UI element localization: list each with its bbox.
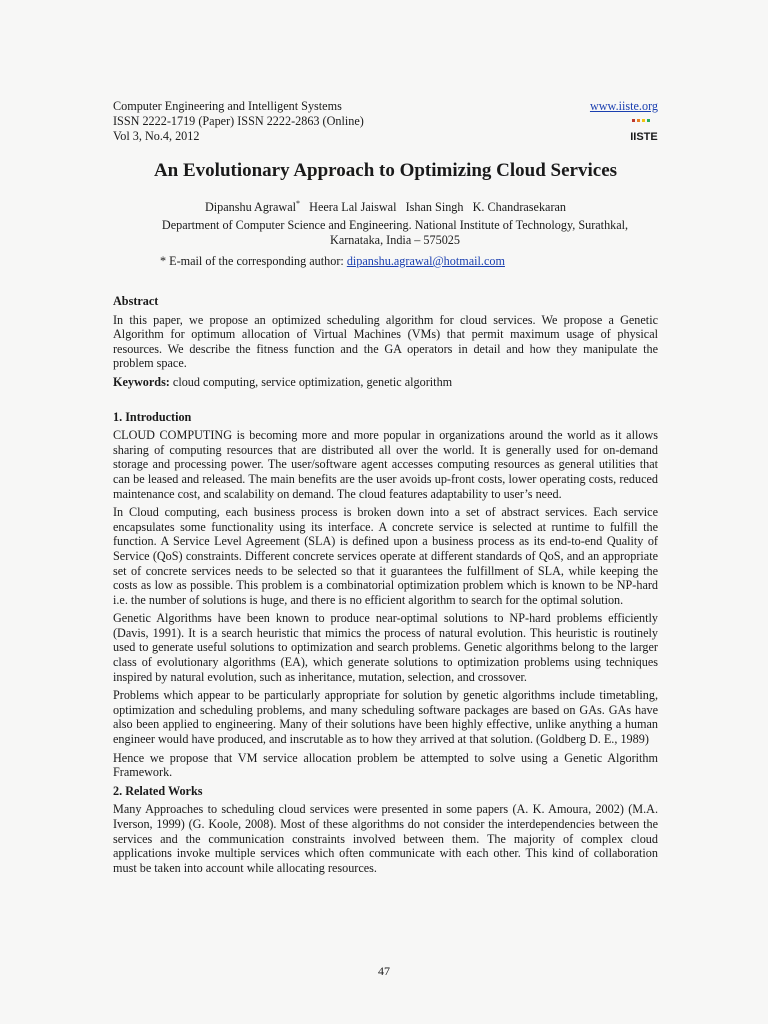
related-text: Many Approaches to scheduling cloud services were presented in some papers (A. K. Amoura, 2002) (M.A. Iverson, 1999) (G. Koole, 2008). Most of these algorithms do not consider the interdependencies between the services and the communication constraints involved between them. The majority of complex cloud applications invoke multiple services which often communicate with each other. This kind of collaboration must be taken into account while allocating resources.: [113, 802, 658, 875]
intro-paragraph: Hence we propose that VM service allocation problem be attempted to solve using a Genetic Algorithm Framework.: [113, 750, 658, 780]
related-heading: 2. Related Works: [113, 783, 203, 798]
intro-paragraph: CLOUD COMPUTING is becoming more and more popular in organizations around the world as it allows sharing of computing resources that are distributed all over the world. It is generally used for on-demand storage and processing power. The user/software agent accesses computing resources as general utilities that can be leased and released. The main benefits are the user avoids up-front costs, lower operating costs, reduced maintenance cost, and scalability on demand. The cloud features adaptability to user’s need.: [113, 428, 658, 501]
journal-header: [113, 99, 658, 144]
email-link[interactable]: dipanshu.agrawal@hotmail.com: [346, 254, 505, 268]
paper-title: An Evolutionary Approach to Optimizing Cloud Services: [153, 160, 618, 181]
abstract-text: In this paper, we propose an optimized scheduling algorithm for cloud services. We propose a Genetic Algorithm for optimum allocation of Virtual Machines (VMs) that permit maximum usage of physical resources. We describe the fitness function and the GA operators in detail and how they manipulate the problem space.: [113, 312, 658, 371]
author-first: Dipanshu Agrawal: [204, 200, 297, 215]
keywords: [113, 375, 658, 390]
paper-body: [113, 294, 658, 879]
keywords-label: Keywords:: [113, 374, 170, 389]
keywords-text: cloud computing, service optimization, genetic algorithm: [172, 374, 453, 389]
page-number: 47: [378, 964, 390, 978]
author-list: [113, 199, 658, 215]
journal-site-link[interactable]: www.iiste.org: [589, 99, 658, 113]
journal-name: Computer Engineering and Intelligent Systems: [113, 99, 342, 113]
journal-volume: Vol 3, No.4, 2012: [113, 129, 200, 143]
author-others: Heera Lal Jaiswal Ishan Singh K. Chandrasekaran: [309, 200, 567, 215]
corresponding-mark: *: [296, 199, 301, 208]
intro-heading: 1. Introduction: [113, 409, 192, 424]
intro-paragraph: Genetic Algorithms have been known to produce near-optimal solutions to NP-hard problems efficiently (Davis, 1991). It is a search heuristic that mimics the process of natural evolution. This heuristic is routinely used to generate useful solutions to optimization and search problems. Genetic algorithms belong to the larger class of evolutionary algorithms (EA), which generate solutions to optimization problems using techniques inspired by natural evolution, such as inheritance, mutation, selection, and crossover.: [113, 611, 658, 684]
iiste-logo: [630, 118, 658, 144]
corresponding-email: [160, 254, 505, 269]
intro-paragraph: Problems which appear to be particularly appropriate for solution by genetic algorithms include timetabling, optimization and scheduling problems, and many scheduling software packages are based on GAs. GAs have also been applied to engineering. Many of their solutions have been highly effective, unlike anything a human engineer would have produced, and inscrutable as to how they arrived at that solution. (Goldberg D. E., 1989): [113, 688, 658, 747]
email-label: * E-mail of the corresponding author:: [160, 254, 344, 268]
intro-paragraph: In Cloud computing, each business process is broken down into a set of abstract services. Each service encapsulates some functionality using its interface. A concrete service is selected at runtime to fulfill the function. A Service Level Agreement (SLA) is defined upon a business process as its end-to-end Quality of Service (QoS) constraints. Different concrete services operate at different standards of QoS, and an appropriate set of concrete services needs to be selected so that it guarantees the fulfillment of SLA, while keeping the costs as low as possible. This problem is a combinatorial optimization problem which is known to be NP-hard i.e. the number of solutions is huge, and there is no efficient algorithm to search for the optimal solution.: [113, 505, 658, 607]
abstract-heading: Abstract: [113, 294, 159, 308]
logo-text: IISTE: [630, 131, 658, 143]
journal-issn: ISSN 2222-1719 (Paper) ISSN 2222-2863 (Online): [113, 114, 364, 128]
affiliation: Department of Computer Science and Engineering. National Institute of Technology, Surathkal, Karnataka, India – 575025: [161, 218, 629, 247]
